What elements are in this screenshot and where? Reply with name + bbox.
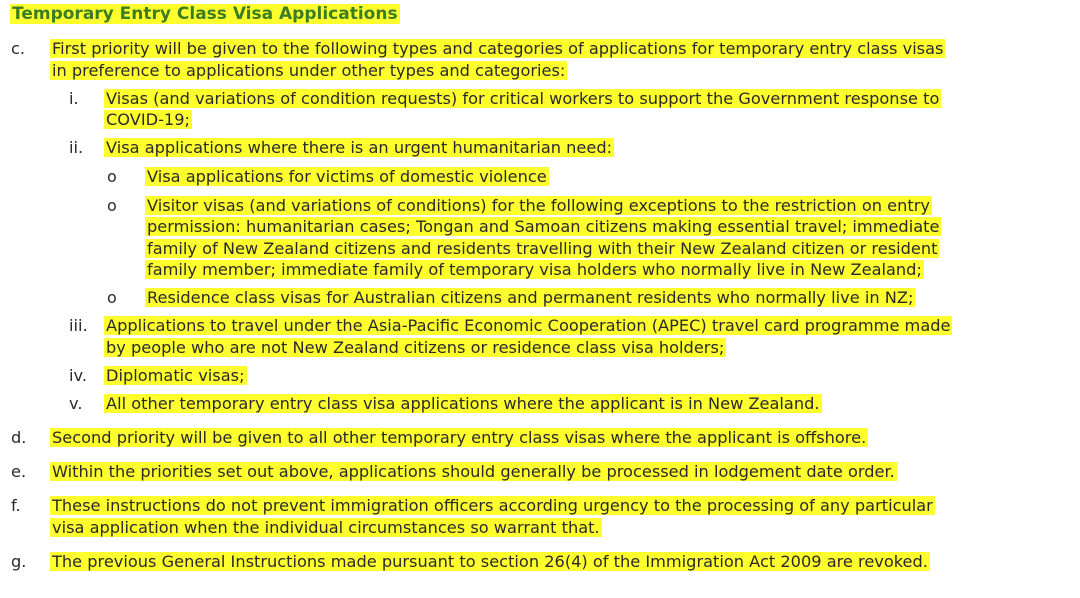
subitem-ii-line-1: Visa applications where there is an urgent humanitarian need: <box>106 138 613 157</box>
subitem-v-label: v. <box>69 394 83 413</box>
subitem-i-line-1: Visas (and variations of condition requests) for critical workers to support the Government response to <box>106 89 940 108</box>
bullet-marker-3: o <box>107 288 117 307</box>
item-e-label: e. <box>11 462 27 481</box>
item-f-label: f. <box>11 496 21 515</box>
bullet-1-line-1: Visa applications for victims of domestic violence <box>147 167 547 186</box>
bullet-2-line-3: family of New Zealand citizens and residents travelling with their New Zealand citizen or resident <box>147 239 938 258</box>
subitem-iv-line-1: Diplomatic visas; <box>106 366 245 385</box>
bullet-marker-1: o <box>107 167 117 186</box>
bullet-2-line-1: Visitor visas (and variations of conditions) for the following exceptions to the restriction on entry <box>147 196 930 215</box>
subitem-i-label: i. <box>69 89 79 108</box>
item-f-line-2: visa application when the individual circumstances so warrant that. <box>52 518 600 537</box>
subitem-iii-line-1: Applications to travel under the Asia-Pacific Economic Cooperation (APEC) travel card programme made <box>106 316 951 335</box>
item-d-line-1: Second priority will be given to all other temporary entry class visas where the applicant is offshore. <box>52 428 867 447</box>
subitem-v-line-1: All other temporary entry class visa applications where the applicant is in New Zealand. <box>106 394 820 413</box>
bullet-2-line-4: family member; immediate family of temporary visa holders who normally live in New Zealand; <box>147 260 922 279</box>
subitem-iii-line-2: by people who are not New Zealand citizens or residence class visa holders; <box>106 338 725 357</box>
subitem-i-line-2: COVID-19; <box>106 110 190 129</box>
subitem-ii-label: ii. <box>69 138 84 157</box>
subitem-iii-label: iii. <box>69 316 88 335</box>
item-d-label: d. <box>11 428 27 447</box>
bullet-3-line-1: Residence class visas for Australian citizens and permanent residents who normally live in NZ; <box>147 288 914 307</box>
section-heading <box>10 4 400 25</box>
item-g-label: g. <box>11 552 27 571</box>
item-c-line-1: First priority will be given to the following types and categories of applications for temporary entry class visas <box>52 39 944 58</box>
subitem-iv-label: iv. <box>69 366 87 385</box>
item-f-line-1: These instructions do not prevent immigration officers according urgency to the processing of any particular <box>52 496 933 515</box>
item-g-line-1: The previous General Instructions made pursuant to section 26(4) of the Immigration Act 2009 are revoked. <box>52 552 928 571</box>
item-c-line-2: in preference to applications under other types and categories: <box>52 61 566 80</box>
bullet-2-line-2: permission: humanitarian cases; Tongan and Samoan citizens making essential travel; immediate <box>147 217 940 236</box>
item-e-line-1: Within the priorities set out above, applications should generally be processed in lodgement date order. <box>52 462 895 481</box>
bullet-marker-2: o <box>107 196 117 215</box>
section-heading-text: Temporary Entry Class Visa Applications <box>12 4 398 24</box>
item-c-label: c. <box>11 39 26 58</box>
